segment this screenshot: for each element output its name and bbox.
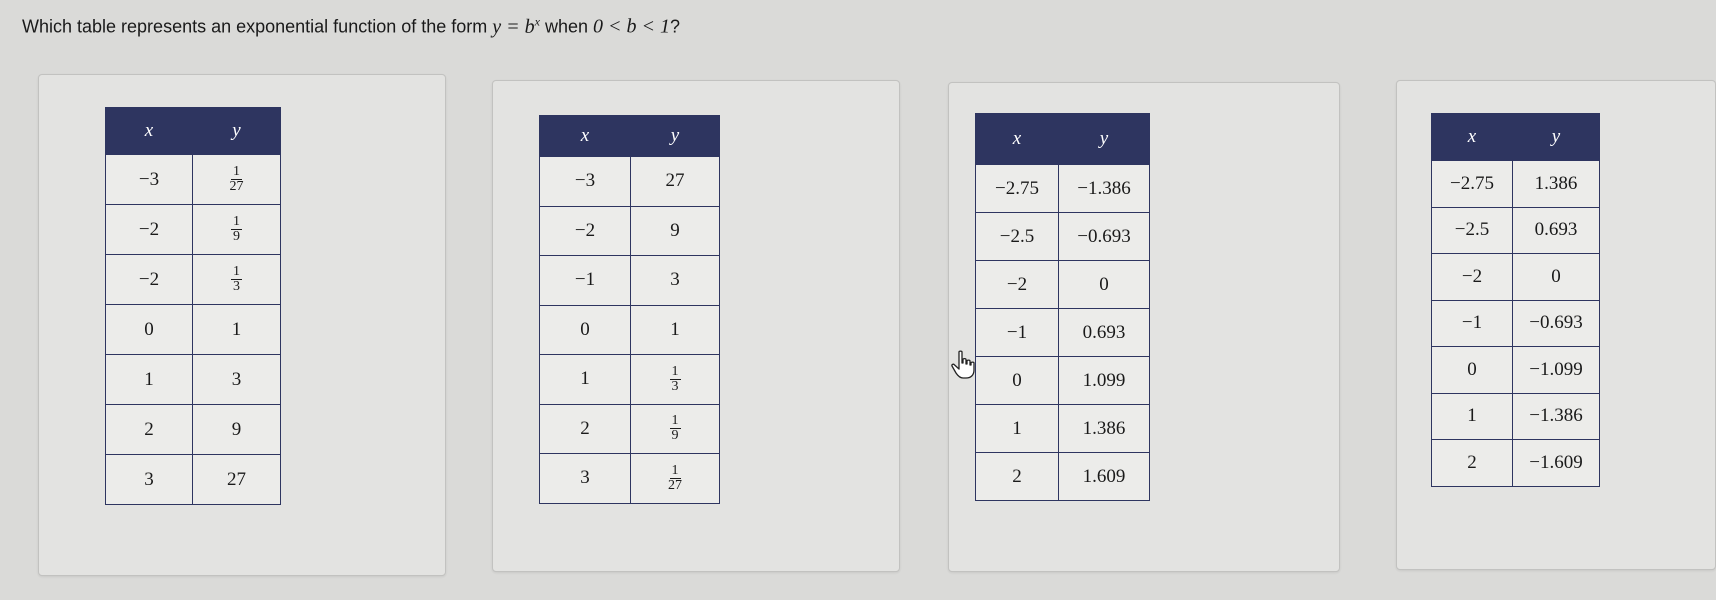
table-row	[540, 404, 720, 454]
fraction-numerator: 1	[233, 264, 240, 279]
y-value-cell	[631, 454, 720, 504]
table-row	[976, 213, 1150, 261]
question-inequality: 0 < b < 1	[593, 15, 671, 38]
y-value-cell: 9	[193, 405, 281, 455]
y-value-cell: 1.386	[1513, 161, 1600, 208]
column-header: y	[193, 108, 281, 155]
fraction	[231, 265, 242, 294]
column-header: x	[976, 114, 1059, 165]
y-value-cell	[193, 155, 281, 205]
y-value-cell: 27	[193, 455, 281, 505]
values-table	[1431, 113, 1600, 487]
y-value-cell: 3	[193, 355, 281, 405]
values-table	[105, 107, 281, 505]
x-value-cell: 2	[540, 404, 631, 454]
x-value-cell: −2.75	[1432, 161, 1513, 208]
x-value-cell: 2	[976, 453, 1059, 501]
y-value-cell: −1.386	[1513, 393, 1600, 440]
x-value-cell: −1	[976, 309, 1059, 357]
fraction-denominator: 3	[671, 378, 679, 394]
hand-pointer-icon	[950, 350, 976, 380]
x-value-cell: −2	[540, 206, 631, 256]
y-value-cell: 9	[631, 206, 720, 256]
column-header: x	[106, 108, 193, 155]
x-value-cell: −2.5	[976, 213, 1059, 261]
column-header: y	[1059, 114, 1150, 165]
y-value-cell: 1.609	[1059, 453, 1150, 501]
x-value-cell: −2	[1432, 254, 1513, 301]
question-equation: $y = b^x$	[492, 14, 540, 38]
y-value-cell: −1.099	[1513, 347, 1600, 394]
table-row	[1432, 161, 1600, 208]
x-value-cell: 1	[1432, 393, 1513, 440]
table-header-row	[106, 108, 281, 155]
y-value-cell: 1.386	[1059, 405, 1150, 453]
table-row	[976, 453, 1150, 501]
question-exponent: x	[534, 14, 540, 28]
x-value-cell: 1	[976, 405, 1059, 453]
table-row	[1432, 300, 1600, 347]
table-row	[540, 206, 720, 256]
table-row	[106, 155, 281, 205]
table-row	[106, 405, 281, 455]
answer-option-1[interactable]	[38, 74, 446, 576]
fraction-numerator: 1	[671, 462, 679, 478]
table-header-row	[540, 116, 720, 157]
y-value-cell: −1.609	[1513, 440, 1600, 487]
y-value-cell: 3	[631, 256, 720, 306]
y-value-cell: −1.386	[1059, 165, 1150, 213]
fraction	[670, 414, 681, 443]
fraction-denominator: 9	[233, 229, 240, 244]
fraction	[231, 215, 242, 244]
column-header: y	[631, 116, 720, 157]
y-value-cell: 0	[1513, 254, 1600, 301]
table-row	[106, 205, 281, 255]
table-row	[976, 357, 1150, 405]
table-row	[1432, 207, 1600, 254]
x-value-cell: 0	[106, 305, 193, 355]
x-value-cell: −3	[540, 157, 631, 207]
question-text	[22, 14, 680, 39]
x-value-cell: 1	[106, 355, 193, 405]
fraction	[666, 464, 684, 493]
fraction-numerator: 1	[233, 164, 240, 179]
x-value-cell: −2	[106, 255, 193, 305]
y-value-cell: 0.693	[1059, 309, 1150, 357]
table-row	[976, 405, 1150, 453]
y-value-cell	[631, 404, 720, 454]
x-value-cell: −2.5	[1432, 207, 1513, 254]
fraction-numerator: 1	[233, 214, 240, 229]
table-header-row	[976, 114, 1150, 165]
x-value-cell: −1	[1432, 300, 1513, 347]
x-value-cell: 0	[1432, 347, 1513, 394]
fraction-denominator: 9	[671, 428, 679, 444]
x-value-cell: 2	[1432, 440, 1513, 487]
y-value-cell: 1.099	[1059, 357, 1150, 405]
y-value-cell: 27	[631, 157, 720, 207]
table-row	[106, 305, 281, 355]
y-value-cell	[193, 205, 281, 255]
y-value-cell: 1	[631, 305, 720, 355]
x-value-cell: −3	[106, 155, 193, 205]
table-row	[1432, 393, 1600, 440]
table-row	[1432, 347, 1600, 394]
question-prefix: Which table represents an exponential function of the form	[22, 16, 493, 37]
fraction	[670, 365, 681, 394]
table-row	[106, 455, 281, 505]
table-row	[106, 255, 281, 305]
fraction	[228, 165, 246, 194]
x-value-cell: 0	[540, 305, 631, 355]
values-table	[539, 115, 720, 504]
y-value-cell	[631, 355, 720, 405]
table-row	[106, 355, 281, 405]
x-value-cell: −2	[106, 205, 193, 255]
y-value-cell: −0.693	[1059, 213, 1150, 261]
question-middle: when	[539, 16, 594, 37]
x-value-cell: −2.75	[976, 165, 1059, 213]
table-row	[976, 309, 1150, 357]
y-value-cell: 0	[1059, 261, 1150, 309]
y-value-cell	[193, 255, 281, 305]
table-row	[976, 165, 1150, 213]
column-header: x	[1432, 114, 1513, 161]
values-table	[975, 113, 1150, 501]
table-header-row	[1432, 114, 1600, 161]
x-value-cell: 0	[976, 357, 1059, 405]
table-row	[1432, 440, 1600, 487]
fraction-numerator: 1	[671, 363, 679, 379]
column-header: x	[540, 116, 631, 157]
x-value-cell: −1	[540, 256, 631, 306]
table-row	[540, 454, 720, 504]
y-value-cell: 0.693	[1513, 207, 1600, 254]
table-row	[540, 305, 720, 355]
table-row	[1432, 254, 1600, 301]
x-value-cell: −2	[976, 261, 1059, 309]
x-value-cell: 3	[540, 454, 631, 504]
question-suffix: ?	[670, 16, 681, 37]
x-value-cell: 1	[540, 355, 631, 405]
fraction-denominator: 27	[668, 477, 682, 493]
y-value-cell: 1	[193, 305, 281, 355]
fraction-numerator: 1	[671, 413, 679, 429]
table-row	[540, 256, 720, 306]
answer-option-3[interactable]	[948, 82, 1340, 572]
y-value-cell: −0.693	[1513, 300, 1600, 347]
answer-option-4[interactable]	[1396, 80, 1716, 570]
fraction-denominator: 27	[229, 179, 244, 194]
column-header: y	[1513, 114, 1600, 161]
answer-option-2[interactable]	[492, 80, 900, 572]
table-row	[540, 157, 720, 207]
table-row	[540, 355, 720, 405]
x-value-cell: 3	[106, 455, 193, 505]
x-value-cell: 2	[106, 405, 193, 455]
table-row	[976, 261, 1150, 309]
fraction-denominator: 3	[233, 279, 240, 294]
